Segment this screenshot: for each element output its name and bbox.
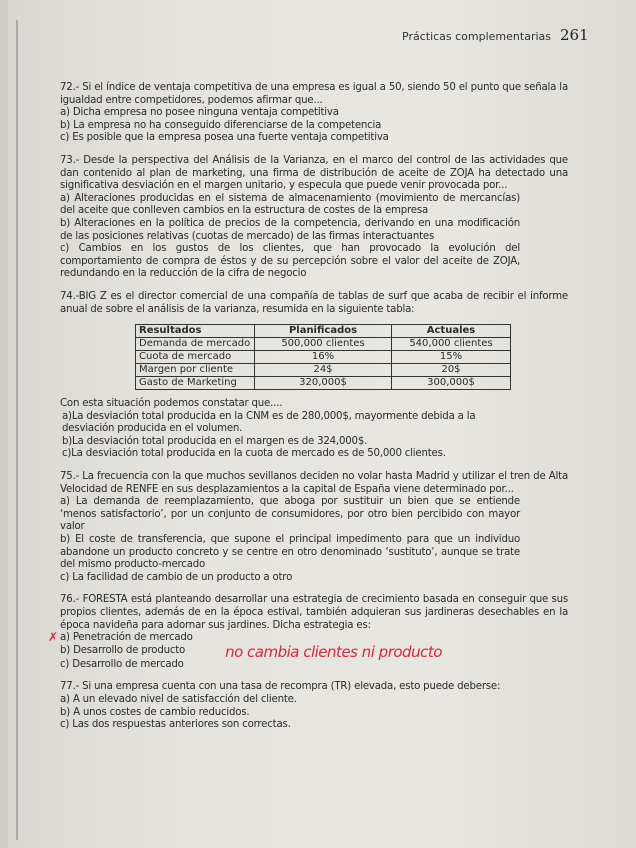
table-row [136,338,511,351]
option-row [60,642,568,661]
option: b) Alteraciones en la política de precios de la competencia, derivando en una modificación de las posiciones relativas (cuotas de mercado) de las firmas interactuantes [60,217,520,242]
option: a) A un elevado nivel de satisfacción del cliente. [60,693,297,705]
table-cell: 500,000 clientes [255,338,392,351]
table-row [136,351,511,364]
option: b)La desviación total producida en el margen es de 324,000$. [62,435,368,447]
table-row [136,377,511,390]
option: c) Cambios en los gustos de los clientes, que han provocado la evolución del comportamiento de compra de éstos y de su percepción sobre el valor del aceite de ZOJA, redundando en la reducción de la cifra de negocio [60,243,520,280]
table-cell: 15% [392,351,511,364]
table-cell: 24$ [255,364,392,377]
table-cell: Margen por cliente [136,364,255,377]
option: c) La facilidad de cambio de un producto a otro [60,571,293,583]
option: b) Desarrollo de producto [60,645,186,657]
table-cell: 540,000 clientes [392,338,511,351]
table-cell: 300,000$ [392,377,511,390]
page-number: 261 [560,26,589,44]
option: c)La desviación total producida en la cuota de mercado es de 50,000 clientes. [62,448,446,460]
question-stem: 77.- Si una empresa cuenta con una tasa de recompra (TR) elevada, esto puede deberse: [60,681,501,693]
handwritten-note: no cambia clientes ni producto [225,642,442,661]
table-cell: Cuota de mercado [136,351,255,364]
table-cell: 20$ [392,364,511,377]
option: c) Las dos respuestas anteriores son correctas. [60,719,291,731]
table-header: Resultados [136,325,255,338]
question-76 [48,594,568,671]
option: b) La empresa no ha conseguido diferenciarse de la competencia [60,119,382,131]
question-74 [60,291,568,461]
question-stem: 75.- La frecuencia con la que muchos sevillanos deciden no volar hasta Madrid y utilizar el tren de Alta Velocidad de RENFE en sus desplazamientos a la capital de España viene determinado por... [60,471,568,495]
option: a) Penetración de mercado [60,632,193,644]
option: a) La demanda de reemplazamiento, que aboga por sustituir un bien que se entiende ‘menos satisfactorio’, por un conjunto de consumidores, por otro bien percibido con mayor valor [60,496,520,533]
question-73 [60,155,568,281]
page-body [48,82,568,742]
question-stem: 74.-BIG Z es el director comercial de una compañía de tablas de surf que acaba de recibir el informe anual de sobre el análisis de la varianza, resumida en la siguiente tabla: [60,290,568,315]
option: a) Dicha empresa no posee ninguna ventaja competitiva [60,107,339,119]
table-header: Planificados [255,325,392,338]
question-72 [60,82,568,145]
variance-table [135,324,511,390]
question-stem: 73.- Desde la perspectiva del Análisis de la Varianza, en el marco del control de las actividades que dan contenido al plan de marketing, una firma de distribución de aceite de ZOJA ha detectado una significativa desviación en el margen unitario, y especula que puede venir provocada por... [60,154,568,192]
table-row [136,364,511,377]
option: a)La desviación total producida en la CNM es de 280,000$, mayormente debida a la desviación producida en el volumen. [62,410,476,435]
option: a) Alteraciones producidas en el sistema de almacenamiento (movimiento de mercancías) del aceite que conlleven cambios en la estructura de costes de la empresa [60,192,520,217]
table-cell: Demanda de mercado [136,338,255,351]
table-cell: 320,000$ [255,377,392,390]
question-stem: 76.- FORESTA está planteando desarrollar una estrategia de crecimiento basada en conseguir que sus propios clientes, además de en la época estival, también adquieran sus jardineras desechables en la época navideña para adornar sus jardines. Dicha estrategia es: [60,594,568,631]
page-shadow [0,0,8,848]
option: b) A unos costes de cambio reducidos. [60,706,250,718]
option: c) Desarrollo de mercado [60,658,184,670]
lead-text: Con esta situación podemos constatar que.... [60,398,283,410]
question-75 [60,471,568,584]
table-cell: 16% [255,351,392,364]
cross-mark-icon: ✗ [48,630,58,645]
table-cell: Gasto de Marketing [136,377,255,390]
table-header-row [136,325,511,338]
option: c) Es posible que la empresa posea una fuerte ventaja competitiva [60,132,389,144]
option-with-mark [48,630,568,645]
question-stem: 72.- Si el índice de ventaja competitiva de una empresa es igual a 50, siendo 50 el punto que señala la igualdad entre competidores, podemos afirmar que... [60,82,568,106]
question-77 [60,681,568,731]
table-header: Actuales [392,325,511,338]
binding-edge [16,20,18,840]
running-header: Prácticas complementarias [402,30,551,43]
option: b) El coste de transferencia, que supone el principal impedimento para que un individuo abandone un producto concreto y se centre en otro denominado ‘sustituto’, aunque se trate del mismo producto-mercado [60,534,520,571]
